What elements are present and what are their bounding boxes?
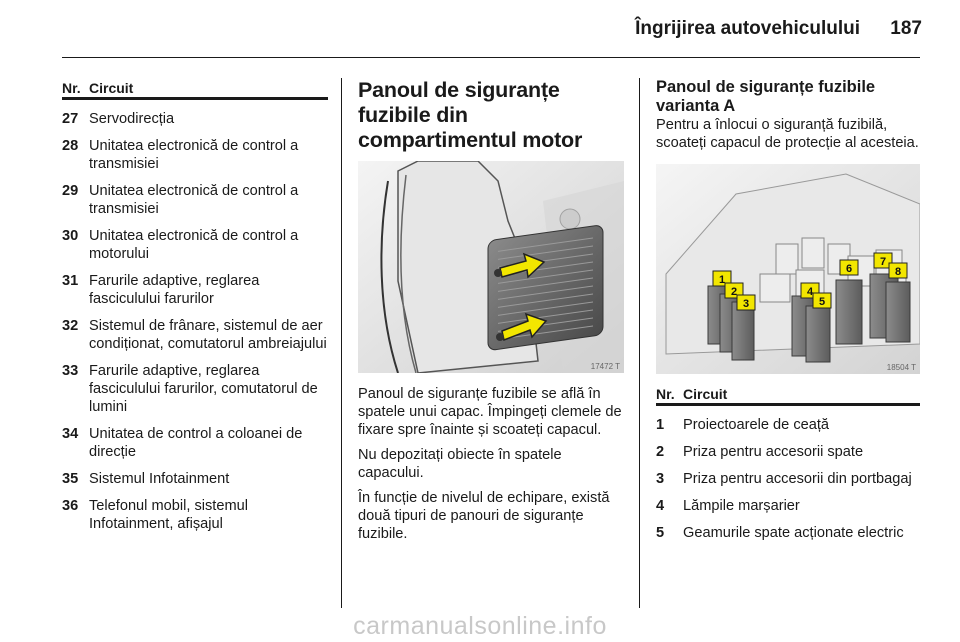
table-header — [656, 386, 920, 406]
table-row — [656, 497, 920, 515]
row-number: 28 — [62, 138, 79, 154]
row-circuit: Unitatea de control a coloanei de direcție — [89, 426, 303, 460]
row-circuit: Sistemul Infotainment — [89, 471, 230, 487]
body-paragraph: În funcție de nivelul de echipare, există două tipuri de panouri de siguranțe fuzibile. — [358, 490, 610, 542]
watermark: carmanualsonline.info — [353, 612, 607, 640]
row-number: 5 — [656, 525, 665, 541]
svg-text:3: 3 — [742, 298, 750, 310]
row-circuit: Proiectoarele de ceață — [683, 417, 830, 433]
table-header-nr: Nr. — [62, 80, 81, 96]
row-circuit: Farurile adaptive, reglarea fasciculului farurilor, comutatorul de lumini — [89, 363, 318, 415]
row-number: 30 — [62, 228, 79, 244]
header-rule — [62, 57, 920, 58]
section-title: Panoul de siguranțe fuzibile din compartimentul motor — [358, 78, 583, 152]
row-circuit: Priza pentru accesorii spate — [683, 444, 864, 460]
page-header-title: Îngrijirea autovehiculului — [635, 18, 860, 39]
row-circuit: Unitatea electronică de control a transmisiei — [89, 183, 299, 217]
svg-text:1: 1 — [718, 274, 726, 286]
row-number: 33 — [62, 363, 79, 379]
row-number: 32 — [62, 318, 79, 334]
table-row — [656, 416, 920, 434]
svg-text:5: 5 — [818, 296, 826, 308]
row-circuit: Servodirecția — [89, 111, 175, 127]
column-divider-2 — [639, 78, 640, 608]
row-circuit: Farurile adaptive, reglarea fasciculului farurilor — [89, 273, 260, 307]
svg-text:8: 8 — [894, 266, 902, 278]
subsection-title: Panoul de siguranțe fuzibile varianta A — [656, 78, 876, 115]
figure-code: 17472 T — [590, 362, 620, 371]
column-divider-1 — [341, 78, 342, 608]
fuse-label — [840, 260, 858, 275]
row-circuit: Priza pentru accesorii din portbagaj — [683, 471, 912, 487]
fuse-panel-variant-a-section — [656, 78, 920, 542]
engine-fuse-panel-section — [358, 78, 624, 543]
row-number: 27 — [62, 111, 79, 127]
row-circuit: Unitatea electronică de control a motorului — [89, 228, 299, 262]
engine-compartment-illustration — [358, 161, 624, 373]
fuse-panel-illustration — [656, 164, 920, 374]
table-header-nr: Nr. — [656, 386, 675, 402]
row-number: 31 — [62, 273, 79, 289]
row-number: 2 — [656, 444, 665, 460]
row-number: 36 — [62, 498, 79, 514]
fuse-label — [813, 293, 831, 308]
table-header-circuit: Circuit — [89, 80, 134, 96]
fuse-label — [737, 295, 755, 310]
table-row — [656, 524, 920, 542]
row-number: 35 — [62, 471, 79, 487]
row-circuit: Lămpile marșarier — [683, 498, 800, 514]
svg-text:6: 6 — [845, 263, 853, 275]
row-number: 4 — [656, 498, 665, 514]
table-row — [656, 470, 920, 488]
table-row — [62, 137, 328, 173]
row-circuit: Telefonul mobil, sistemul Infotainment, afișajul — [89, 498, 248, 532]
table-header-circuit: Circuit — [683, 386, 728, 402]
intro-paragraph: Pentru a înlocui o siguranță fuzibilă, scoateți capacul de protecție al acesteia. — [656, 117, 919, 151]
row-circuit: Unitatea electronică de control a transmisiei — [89, 138, 299, 172]
left-fuse-table — [62, 80, 328, 533]
svg-text:4: 4 — [806, 286, 814, 298]
row-number: 1 — [656, 417, 665, 433]
table-row — [62, 227, 328, 263]
page-number: 187 — [890, 18, 922, 39]
body-paragraph: Nu depozitați obiecte în spatele capacului. — [358, 447, 562, 481]
row-number: 3 — [656, 471, 665, 487]
fuse-panel-figure — [656, 164, 920, 374]
row-number: 34 — [62, 426, 79, 442]
table-row — [62, 317, 328, 353]
engine-compartment-figure — [358, 161, 624, 373]
table-row — [62, 362, 328, 416]
body-paragraph: Panoul de siguranțe fuzibile se află în spatele unui capac. Împingeți clemele de fixare spre înainte și scoateți capacul. — [358, 386, 622, 438]
table-row — [62, 110, 328, 128]
table-row — [62, 182, 328, 218]
table-row — [656, 443, 920, 461]
row-number: 29 — [62, 183, 79, 199]
table-row — [62, 470, 328, 488]
svg-text:2: 2 — [730, 286, 738, 298]
table-header — [62, 80, 328, 100]
row-circuit: Sistemul de frânare, sistemul de aer condiționat, comutatorul ambreiajului — [89, 318, 327, 352]
fuse-label — [889, 263, 907, 278]
figure-code: 18504 T — [886, 363, 916, 372]
table-row — [62, 425, 328, 461]
table-row — [62, 497, 328, 533]
svg-text:7: 7 — [879, 256, 887, 268]
table-row — [62, 272, 328, 308]
row-circuit: Geamurile spate acționate electric — [683, 525, 904, 541]
